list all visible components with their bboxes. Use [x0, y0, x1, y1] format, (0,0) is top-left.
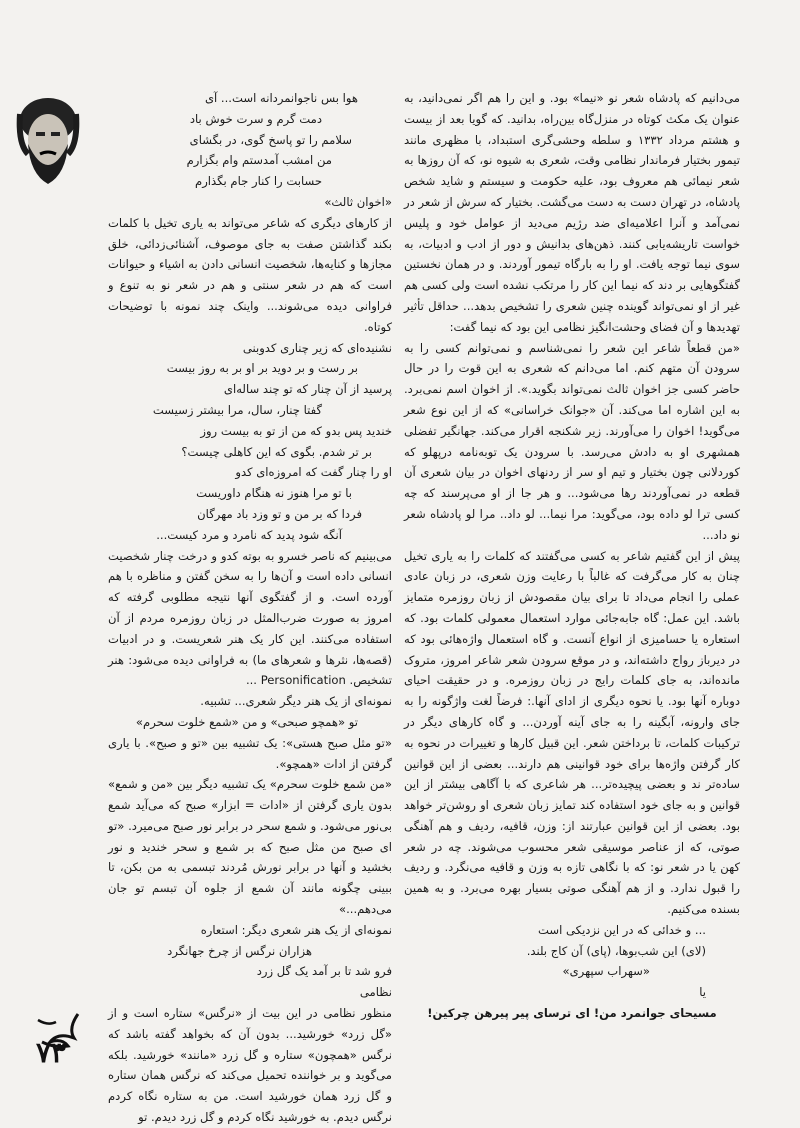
- page-number: ۷۳: [36, 1036, 67, 1069]
- akhavan-verse-1: هوا بس ناجوانمردانه است... آی: [204, 91, 358, 105]
- akhavan-verse-5: حسابت را کنار جام بگذارم: [195, 174, 322, 189]
- right-column: [404, 88, 740, 1024]
- left-paragraph-1: از کارهای دیگری که شاعر می‌تواند به یاری تخیل با کلمات بکند گذاشتن صفت به جای موصوف، آشنائی‌زدائی، خلق مجازها و کنایه‌ها، شخصیت انسانی دادن به اشیاء و حیوانات است که هم در شعر سنتی و هم در شعر نو به تنوع و فراوانی دیده می‌شوند... واینک چند نمونه با توضیحات کوتاه.: [108, 215, 392, 334]
- naser-intro-verse: نشنیده‌ای که زیر چناری کدوبنی: [242, 340, 392, 355]
- author-portrait-sketch: [14, 94, 82, 186]
- nezami-verse-1: هزاران نرگس از چرخ جهانگرد: [167, 943, 312, 958]
- simile-explanation-2: «من شمع خلوت سحرم» یک تشبیه دیگر بین «من و شمع» بدون یاری گرفتن از «ادات = ابزار» صبح که می‌آید شمع بی‌نور می‌شود. و شمع سحر در برابر نور صبح می‌میرد. «تو ای صبح من مثل صبح که بر شمع و سحر خندید و نور بخشید و آنها در برابر نورش مُردند تبسمی به من بکن، تا ببینی چگونه مانند آن شمع از جلوه آن تبسم تو جان می‌دهم...»: [108, 777, 392, 917]
- left-column: [108, 88, 392, 1128]
- final-verse: مسیحای جوانمرد من! ای ترسای پیر پیرهن چرکین!: [427, 1006, 717, 1021]
- akhavan-attribution: «اخوان ثالث»: [324, 194, 392, 209]
- right-paragraph-2: «من قطعاً شاعر این شعر را نمی‌شناسم و نمی‌توانم کسی را به سرودن آن متهم کنم. اما می‌دانم که شعری به این قوت را در حال حاضر کسی جز اخوان ثالث نمی‌تواند بگوید.». از اخوان اسم نمی‌برد. به این اشاره اما می‌کند. آن «جوانک خراسانی» که از این نوع شعر می‌گوید! اخوان را می‌آورند. زیر شکنجه اقرار می‌کند. جهانگیر تفضلی همشهری او به دادش می‌رسد. با سرودن یک توبه‌نامه درپهلو که کوردلانی چون بختیار و تیم او سر از ردنهای اخوان در بیان شعری آن قطعه در نمی‌آوردند رها می‌شود... و هر جا از او می‌پرسند که چه کسی ترا لو داده بود، می‌گوید: مرا نیما... لو داد.. مرا لو پادشاه شعر نو داد...: [404, 340, 740, 542]
- naser-verse-4: خندید پس بدو که من از تو به بیست روز: [200, 423, 392, 438]
- akhavan-verse-3: سلامم را تو پاسخ گوی، در بگشای: [189, 132, 352, 147]
- left-paragraph-2: می‌بینیم که ناصر خسرو به بوته کدو و درخت چنار شخصیت انسانی داده است و آن‌ها را به سخن گفتن و مناظره با هم آورده است. و از گفتگوی آنها نتیجه مطلوبی گرفته که امروز به صورت ضرب‌المثل در زبان روزمره مردم از آن استفاده می‌کنند. این کار یک هنر شعریست. و در ادبیات (قصه‌ها، نثرها و شعرهای ما) به فراوانی دیده می‌شود: هنر تشخیص. Personification ...: [108, 548, 392, 688]
- nezami-verse-2: فرو شد تا بر آمد یک گل زرد: [256, 964, 392, 979]
- naser-verse-3: گفتا چنار، سال، مرا بیشتر زسیست: [152, 402, 322, 417]
- sepehri-verse-1: ... و خدائی که در این نزدیکی است: [538, 922, 706, 937]
- naser-verse-8: فردا که بر من و تو وزد باد مهرگان: [197, 506, 362, 521]
- naser-verse-5: بر تر شدم. بگوی که این کاهلی چیست؟: [181, 444, 372, 459]
- naser-verse-7: با تو مرا هنوز نه هنگام داوریست: [196, 486, 352, 501]
- naser-verse-6: او را چنار گفت که امروزه‌ای کدو: [235, 465, 392, 480]
- akhavan-verse-2: دمت گرم و سرت خوش باد: [189, 111, 322, 126]
- naser-verse-1: بر رست و بر دوید بر او بر به روز بیست: [166, 361, 358, 376]
- simile-heading: نمونه‌ای از یک هنر دیگر شعری... تشبیه.: [200, 694, 392, 709]
- metaphor-explanation: منظور نظامی در این بیت از «نرگس» ستاره است و از «گل زرد» خورشید... بدون آن که بخواهد گفته باشد که نرگس «همچون» ستاره و گل زرد «مانند» خورشید. بلکه می‌گوید و بر خواننده تحمیل می‌کند که نرگس همان ستاره و گل زرد همان خورشید است. من به ستاره نگاه کردم نرگس دیدم. به خورشید نگاه کردم و گل زرد دیدم. تو: [108, 1006, 392, 1125]
- or-word: یا: [699, 985, 706, 1000]
- naser-verse-9: آنگه شود پدید که نامرد و مرد کیست...: [156, 527, 342, 542]
- nezami-name: نظامی: [359, 985, 392, 1000]
- metaphor-heading: نمونه‌ای از یک هنر شعری دیگر: استعاره: [200, 922, 392, 937]
- simile-verse: تو «همچو صبحی» و من «شمع خلوت سحرم»: [135, 714, 358, 729]
- right-paragraph-1: می‌دانیم که پادشاه شعر نو «نیما» بود. و این را هم اگر نمی‌دانید، به عنوان یک مکث کوتاه در منزل‌گاه بین‌راه، بدانید. که گویا بعد از بیست و هشتم مرداد ۱۳۳۲ و سلطه وحشی‌گری استبداد، با مظهری مانند تیمور بختیار فرماندار نظامی وقت، شعری به شیوه نو، که آن روزها به شعر نیمائی هم معروف بود، علیه حکومت و سیستم و شاید شخص پادشاه، در تهران دست به دست می‌گشت. بختیار که سرش از شعر در نمی‌آمد و آنرا اعلامیه‌ای ضد رژیم می‌دید از عوامل خود و پلیس خواست تاریشه‌یابی کنند. ذهن‌های بدانیش و دور از ادب و ادبیات، به سوی نیما توجه یافت. او را به بارگاه تیمور آوردند. و در همان نخستین گفتگوهایی بر دند که نیما این کار را مرتکب نشده است ولی کسی هم غیر از او نمی‌تواند گوینده چنین شعری را تشخیص بدهد... حداقل تأثیر تهدیدها و آن فضای وحشت‌انگیز نظامی این بود که نیما گفت:: [404, 91, 741, 334]
- akhavan-verse-4: من امشب آمدستم وام بگزارم: [186, 153, 332, 168]
- sepehri-verse-2: (لای) این شب‌بوها، (پای) آن کاج بلند.: [526, 943, 706, 958]
- naser-verse-2: پرسید از آن چنار که تو چند ساله‌ای: [223, 382, 392, 397]
- sepehri-attribution: «سهراب سپهری»: [562, 964, 650, 979]
- simile-explanation-1: «تو مثل صبح هستی»: یک تشبیه بین «تو و صبح». با یاری گرفتن از ادات «همچو».: [108, 735, 392, 771]
- right-paragraph-3: پیش از این گفتیم شاعر به کسی می‌گفتند که کلمات را به یاری تخیل چنان به کار می‌گرفت که غالباً با رعایت وزن شعری، در زبان عادی عملی را انجام می‌داد تا برای بیان مقصودش از زبان روزمره متمایز باشد. این عمل: گاه جابه‌جائی موارد استعمال معمولی کلمات بود. که استعاره یا حسامیزی از انواع آنست. و گاه استعمال واژه‌هائی بود که در دیرباز رواج داشته‌اند، و در موقع سرودن شعر شاعر امروز، متروک مانده‌اند، به جای کلمات رایج در زبان روزمره. و در حقیقت احیای دوباره آنها بود. یا نحوه دیگری از ادای آنها.: فرضاً لغت واژگونه را به جای وارونه، آبگینه را به جای آینه آوردن... و گاه کارهای دیگر در ترکیبات کلمات، تا برداختن شعر. این قبیل کارها و تغییرات در نحوه به کار گرفتن واژه‌ها برای خود قوانینی هم دارند... بعضی از این قوانین ساده‌تر ند و بعضی پیچیده‌تر... هر شاعری که با آگاهی بیشتر از این قوانین و به جای خود استفاده کند تمایز زبان شعری او روشن‌تر خواهد بود. بعضی از این قوانین عبارتند از: وزن، قافیه، ردیف و هم آهنگی صوتی، که از عناصر موسیقی شعر محسوب می‌شوند. چه در شعر کهن یا در شعر نو: که با نگاهی تازه به وزن و قافیه می‌نگرد. و ردیف را قبول ندارد. و از هم آهنگی صوتی بسیار بهره می‌برد. و به همین بسنده می‌کنیم.: [404, 548, 740, 917]
